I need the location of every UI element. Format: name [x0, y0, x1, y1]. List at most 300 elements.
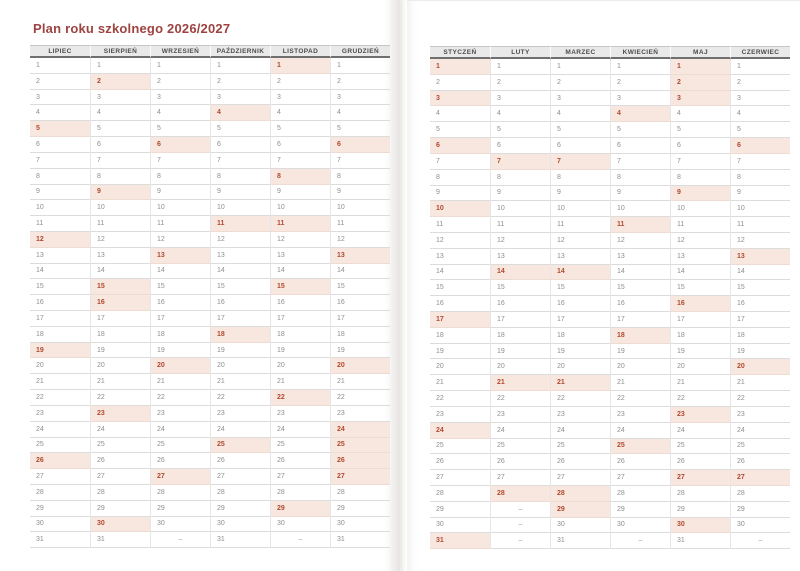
- day-cell: 20: [91, 358, 150, 374]
- day-cell: 9: [151, 185, 210, 201]
- day-cell: 7: [551, 154, 610, 170]
- day-cell: 23: [30, 406, 90, 422]
- day-cell: 12: [211, 232, 270, 248]
- day-cell: 21: [491, 375, 550, 391]
- day-cell: 18: [211, 327, 270, 343]
- day-cell: 18: [731, 328, 790, 344]
- day-cell: 8: [671, 170, 730, 186]
- day-cell: 4: [211, 105, 270, 121]
- day-cell: 28: [551, 486, 610, 502]
- day-cell: 16: [491, 296, 550, 312]
- day-cell: 30: [611, 518, 670, 534]
- day-cell: 13: [611, 249, 670, 265]
- day-cell: 9: [331, 185, 390, 201]
- month-column-lipiec: [30, 45, 90, 548]
- day-cell: 13: [151, 248, 210, 264]
- day-cell: 4: [30, 105, 90, 121]
- day-cell: 28: [91, 485, 150, 501]
- day-cell: 9: [731, 186, 790, 202]
- day-cell: 10: [430, 201, 490, 217]
- day-cell: 26: [430, 454, 490, 470]
- day-cell: 1: [611, 59, 670, 75]
- day-cell: 25: [731, 439, 790, 455]
- day-cell: 4: [271, 105, 330, 121]
- month-body: [610, 59, 670, 549]
- day-cell: 15: [430, 280, 490, 296]
- day-cell: 10: [671, 201, 730, 217]
- day-cell: 11: [491, 217, 550, 233]
- month-column-pazdziernik: [210, 45, 270, 548]
- day-cell: 10: [211, 200, 270, 216]
- day-cell: 2: [151, 74, 210, 90]
- day-cell: 17: [331, 311, 390, 327]
- day-cell: 17: [491, 312, 550, 328]
- page-title: Plan roku szkolnego 2026/2027: [33, 21, 231, 36]
- day-cell: 20: [211, 358, 270, 374]
- day-cell: 12: [151, 232, 210, 248]
- day-cell: 4: [491, 106, 550, 122]
- day-cell: 18: [551, 328, 610, 344]
- day-cell: 14: [271, 264, 330, 280]
- month-body: [270, 58, 330, 548]
- day-cell: 3: [30, 90, 90, 106]
- day-cell: 6: [91, 137, 150, 153]
- day-cell: 28: [671, 486, 730, 502]
- day-cell: 28: [430, 486, 490, 502]
- month-body: [550, 59, 610, 549]
- day-cell: 29: [271, 501, 330, 517]
- day-cell: 26: [491, 454, 550, 470]
- month-body: [210, 58, 270, 548]
- day-cell: 7: [331, 153, 390, 169]
- day-cell: 19: [151, 343, 210, 359]
- day-cell: 16: [151, 295, 210, 311]
- day-cell: 30: [331, 517, 390, 533]
- month-header: GRUDZIEŃ: [330, 45, 390, 58]
- day-cell: 9: [551, 186, 610, 202]
- day-cell: 7: [430, 154, 490, 170]
- month-body: [30, 58, 90, 548]
- day-cell: 4: [430, 106, 490, 122]
- day-cell: 22: [430, 391, 490, 407]
- day-cell: 2: [491, 75, 550, 91]
- month-body: [430, 59, 490, 549]
- day-cell: 13: [30, 248, 90, 264]
- day-cell: 17: [151, 311, 210, 327]
- day-cell: 13: [491, 249, 550, 265]
- day-cell: 2: [671, 75, 730, 91]
- day-cell: 20: [30, 358, 90, 374]
- day-cell: 14: [430, 265, 490, 281]
- calendar-left: [30, 45, 390, 548]
- day-cell: 21: [551, 375, 610, 391]
- day-cell: 1: [430, 59, 490, 75]
- day-cell: 21: [211, 374, 270, 390]
- day-cell: 3: [731, 91, 790, 107]
- day-cell: 24: [151, 422, 210, 438]
- day-cell: 23: [271, 406, 330, 422]
- day-cell: 9: [91, 185, 150, 201]
- day-cell: 15: [611, 280, 670, 296]
- day-cell: 7: [671, 154, 730, 170]
- day-cell: 19: [91, 343, 150, 359]
- day-cell: 19: [430, 344, 490, 360]
- day-cell: 19: [491, 344, 550, 360]
- day-cell: 15: [491, 280, 550, 296]
- day-cell: 29: [211, 501, 270, 517]
- day-cell: 20: [331, 358, 390, 374]
- day-cell: 8: [331, 169, 390, 185]
- month-header: MARZEC: [550, 46, 610, 59]
- day-cell: 10: [551, 201, 610, 217]
- day-cell: 30: [671, 518, 730, 534]
- day-cell: 23: [331, 406, 390, 422]
- day-cell: 25: [491, 439, 550, 455]
- day-cell: 13: [91, 248, 150, 264]
- day-cell: 31: [671, 533, 730, 549]
- day-cell: 20: [491, 359, 550, 375]
- day-cell: 11: [271, 216, 330, 232]
- day-cell: 16: [551, 296, 610, 312]
- day-cell: 8: [551, 170, 610, 186]
- day-cell: 30: [211, 517, 270, 533]
- month-header: LUTY: [490, 46, 550, 59]
- month-header: SIERPIEŃ: [90, 45, 150, 58]
- day-cell: 17: [430, 312, 490, 328]
- day-cell: 14: [211, 264, 270, 280]
- day-cell: 18: [430, 328, 490, 344]
- day-cell: 25: [151, 438, 210, 454]
- day-cell: 16: [271, 295, 330, 311]
- day-cell: 25: [611, 439, 670, 455]
- day-cell: 6: [491, 138, 550, 154]
- day-cell: 1: [731, 59, 790, 75]
- day-cell: 28: [30, 485, 90, 501]
- day-cell: 1: [491, 59, 550, 75]
- day-cell: 12: [551, 233, 610, 249]
- day-cell: 11: [331, 216, 390, 232]
- day-cell: 8: [91, 169, 150, 185]
- day-cell: 15: [331, 279, 390, 295]
- day-cell: 17: [611, 312, 670, 328]
- day-cell: 22: [211, 390, 270, 406]
- day-cell: 28: [331, 485, 390, 501]
- month-column-kwiecien: [610, 46, 670, 549]
- day-cell: 13: [430, 249, 490, 265]
- day-cell: 26: [30, 453, 90, 469]
- day-cell: 20: [731, 359, 790, 375]
- day-cell: 14: [91, 264, 150, 280]
- day-cell: 5: [91, 121, 150, 137]
- day-cell: 24: [91, 422, 150, 438]
- day-cell: 6: [731, 138, 790, 154]
- day-cell: 1: [91, 58, 150, 74]
- day-cell: 15: [731, 280, 790, 296]
- day-cell: 16: [211, 295, 270, 311]
- day-cell: 11: [430, 217, 490, 233]
- day-cell: 13: [731, 249, 790, 265]
- month-column-marzec: [550, 46, 610, 549]
- day-cell: 30: [30, 517, 90, 533]
- day-cell: 18: [271, 327, 330, 343]
- day-cell: 2: [91, 74, 150, 90]
- day-cell: 15: [671, 280, 730, 296]
- day-cell: 2: [551, 75, 610, 91]
- day-cell: 7: [731, 154, 790, 170]
- day-cell: 24: [551, 423, 610, 439]
- day-cell: 20: [151, 358, 210, 374]
- day-cell: 7: [151, 153, 210, 169]
- day-cell: 4: [671, 106, 730, 122]
- month-header: KWIECIEŃ: [610, 46, 670, 59]
- day-cell: 21: [430, 375, 490, 391]
- day-cell: 27: [151, 469, 210, 485]
- day-cell: 29: [430, 502, 490, 518]
- calendar-right: [430, 46, 790, 549]
- day-cell: 13: [271, 248, 330, 264]
- day-cell: 26: [671, 454, 730, 470]
- day-cell: 27: [551, 470, 610, 486]
- day-cell: 3: [671, 91, 730, 107]
- day-cell: 21: [271, 374, 330, 390]
- day-cell: 24: [211, 422, 270, 438]
- day-cell: 28: [151, 485, 210, 501]
- day-cell: 22: [151, 390, 210, 406]
- day-cell: 4: [551, 106, 610, 122]
- day-cell: 22: [271, 390, 330, 406]
- day-cell: 2: [211, 74, 270, 90]
- day-cell: 29: [671, 502, 730, 518]
- day-cell: 23: [430, 407, 490, 423]
- day-cell: 6: [671, 138, 730, 154]
- day-cell: 8: [430, 170, 490, 186]
- day-cell: 24: [671, 423, 730, 439]
- day-cell: 8: [211, 169, 270, 185]
- day-cell: 7: [491, 154, 550, 170]
- day-cell: 28: [731, 486, 790, 502]
- day-cell: 10: [491, 201, 550, 217]
- day-cell: 4: [91, 105, 150, 121]
- day-cell: 23: [611, 407, 670, 423]
- day-cell: 13: [331, 248, 390, 264]
- day-cell: 4: [731, 106, 790, 122]
- day-cell: 21: [30, 374, 90, 390]
- day-cell: 19: [30, 343, 90, 359]
- day-cell: 19: [211, 343, 270, 359]
- day-cell: 7: [211, 153, 270, 169]
- day-cell: 7: [271, 153, 330, 169]
- month-body: [330, 58, 390, 548]
- day-cell: 24: [430, 423, 490, 439]
- day-cell: 23: [91, 406, 150, 422]
- day-cell: 6: [551, 138, 610, 154]
- day-cell: 24: [30, 422, 90, 438]
- day-cell: 1: [151, 58, 210, 74]
- day-cell: 4: [331, 105, 390, 121]
- day-cell-blank: –: [271, 532, 330, 548]
- day-cell: 16: [30, 295, 90, 311]
- day-cell: 30: [91, 517, 150, 533]
- day-cell: 13: [211, 248, 270, 264]
- day-cell: 6: [430, 138, 490, 154]
- day-cell: 18: [30, 327, 90, 343]
- day-cell: 16: [671, 296, 730, 312]
- day-cell: 24: [331, 422, 390, 438]
- day-cell: 22: [91, 390, 150, 406]
- day-cell: 30: [551, 518, 610, 534]
- day-cell: 23: [491, 407, 550, 423]
- day-cell: 27: [611, 470, 670, 486]
- day-cell: 22: [551, 391, 610, 407]
- day-cell: 31: [331, 532, 390, 548]
- month-header: CZERWIEC: [730, 46, 790, 59]
- day-cell: 29: [611, 502, 670, 518]
- month-header: LIPIEC: [30, 45, 90, 58]
- day-cell: 3: [491, 91, 550, 107]
- day-cell: 12: [331, 232, 390, 248]
- day-cell: 5: [671, 122, 730, 138]
- day-cell: 10: [731, 201, 790, 217]
- day-cell: 23: [671, 407, 730, 423]
- month-body: [150, 58, 210, 548]
- day-cell: 26: [331, 453, 390, 469]
- day-cell: 20: [430, 359, 490, 375]
- day-cell: 27: [331, 469, 390, 485]
- day-cell: 16: [91, 295, 150, 311]
- day-cell: 31: [91, 532, 150, 548]
- day-cell: 3: [331, 90, 390, 106]
- day-cell: 19: [331, 343, 390, 359]
- day-cell: 22: [671, 391, 730, 407]
- day-cell: 8: [151, 169, 210, 185]
- day-cell: 11: [91, 216, 150, 232]
- day-cell: 13: [551, 249, 610, 265]
- day-cell-blank: –: [491, 518, 550, 534]
- day-cell: 18: [151, 327, 210, 343]
- day-cell: 25: [271, 438, 330, 454]
- day-cell: 27: [211, 469, 270, 485]
- day-cell: 6: [271, 137, 330, 153]
- day-cell: 14: [331, 264, 390, 280]
- day-cell: 31: [30, 532, 90, 548]
- day-cell: 20: [551, 359, 610, 375]
- day-cell: 11: [30, 216, 90, 232]
- day-cell-blank: –: [611, 533, 670, 549]
- month-column-wrzesien: [150, 45, 210, 548]
- day-cell: 22: [731, 391, 790, 407]
- day-cell: 8: [491, 170, 550, 186]
- day-cell: 26: [211, 453, 270, 469]
- day-cell: 11: [671, 217, 730, 233]
- day-cell: 31: [211, 532, 270, 548]
- day-cell: 26: [151, 453, 210, 469]
- day-cell: 12: [91, 232, 150, 248]
- page-left: [0, 0, 393, 571]
- page-right: [407, 0, 800, 571]
- month-header: WRZESIEŃ: [150, 45, 210, 58]
- day-cell: 5: [211, 121, 270, 137]
- month-body: [670, 59, 730, 549]
- day-cell: 25: [551, 439, 610, 455]
- month-body: [730, 59, 790, 549]
- month-body: [90, 58, 150, 548]
- day-cell: 21: [611, 375, 670, 391]
- month-body: [490, 59, 550, 549]
- day-cell: 23: [731, 407, 790, 423]
- day-cell: 17: [551, 312, 610, 328]
- day-cell: 19: [551, 344, 610, 360]
- day-cell: 15: [271, 279, 330, 295]
- day-cell: 27: [430, 470, 490, 486]
- day-cell: 5: [491, 122, 550, 138]
- day-cell: 8: [271, 169, 330, 185]
- day-cell: 25: [331, 438, 390, 454]
- day-cell: 1: [211, 58, 270, 74]
- month-header: MAJ: [670, 46, 730, 59]
- day-cell: 25: [211, 438, 270, 454]
- day-cell: 22: [611, 391, 670, 407]
- day-cell: 2: [271, 74, 330, 90]
- day-cell: 29: [551, 502, 610, 518]
- day-cell: 28: [611, 486, 670, 502]
- day-cell: 1: [271, 58, 330, 74]
- day-cell: 14: [151, 264, 210, 280]
- day-cell: 6: [211, 137, 270, 153]
- month-header: STYCZEŃ: [430, 46, 490, 59]
- day-cell: 12: [271, 232, 330, 248]
- day-cell: 31: [551, 533, 610, 549]
- day-cell: 26: [271, 453, 330, 469]
- day-cell: 24: [611, 423, 670, 439]
- day-cell: 21: [331, 374, 390, 390]
- day-cell: 14: [671, 265, 730, 281]
- day-cell: 7: [30, 153, 90, 169]
- day-cell: 9: [211, 185, 270, 201]
- day-cell: 14: [30, 264, 90, 280]
- day-cell: 3: [551, 91, 610, 107]
- day-cell: 5: [30, 121, 90, 137]
- day-cell-blank: –: [491, 533, 550, 549]
- day-cell-blank: –: [731, 533, 790, 549]
- day-cell: 15: [211, 279, 270, 295]
- day-cell: 18: [611, 328, 670, 344]
- day-cell: 28: [211, 485, 270, 501]
- day-cell: 27: [731, 470, 790, 486]
- day-cell: 29: [91, 501, 150, 517]
- day-cell: 26: [551, 454, 610, 470]
- day-cell: 5: [430, 122, 490, 138]
- day-cell: 10: [30, 200, 90, 216]
- day-cell: 23: [551, 407, 610, 423]
- day-cell: 26: [611, 454, 670, 470]
- day-cell: 2: [731, 75, 790, 91]
- day-cell: 9: [671, 186, 730, 202]
- day-cell: 9: [271, 185, 330, 201]
- day-cell: 12: [611, 233, 670, 249]
- day-cell: 19: [671, 344, 730, 360]
- day-cell: 16: [731, 296, 790, 312]
- day-cell: 5: [551, 122, 610, 138]
- month-header: LISTOPAD: [270, 45, 330, 58]
- day-cell: 3: [91, 90, 150, 106]
- day-cell: 1: [331, 58, 390, 74]
- day-cell: 29: [331, 501, 390, 517]
- spine-gutter: [393, 0, 407, 571]
- day-cell: 17: [271, 311, 330, 327]
- month-column-styczen: [430, 46, 490, 549]
- day-cell: 3: [271, 90, 330, 106]
- day-cell: 9: [30, 185, 90, 201]
